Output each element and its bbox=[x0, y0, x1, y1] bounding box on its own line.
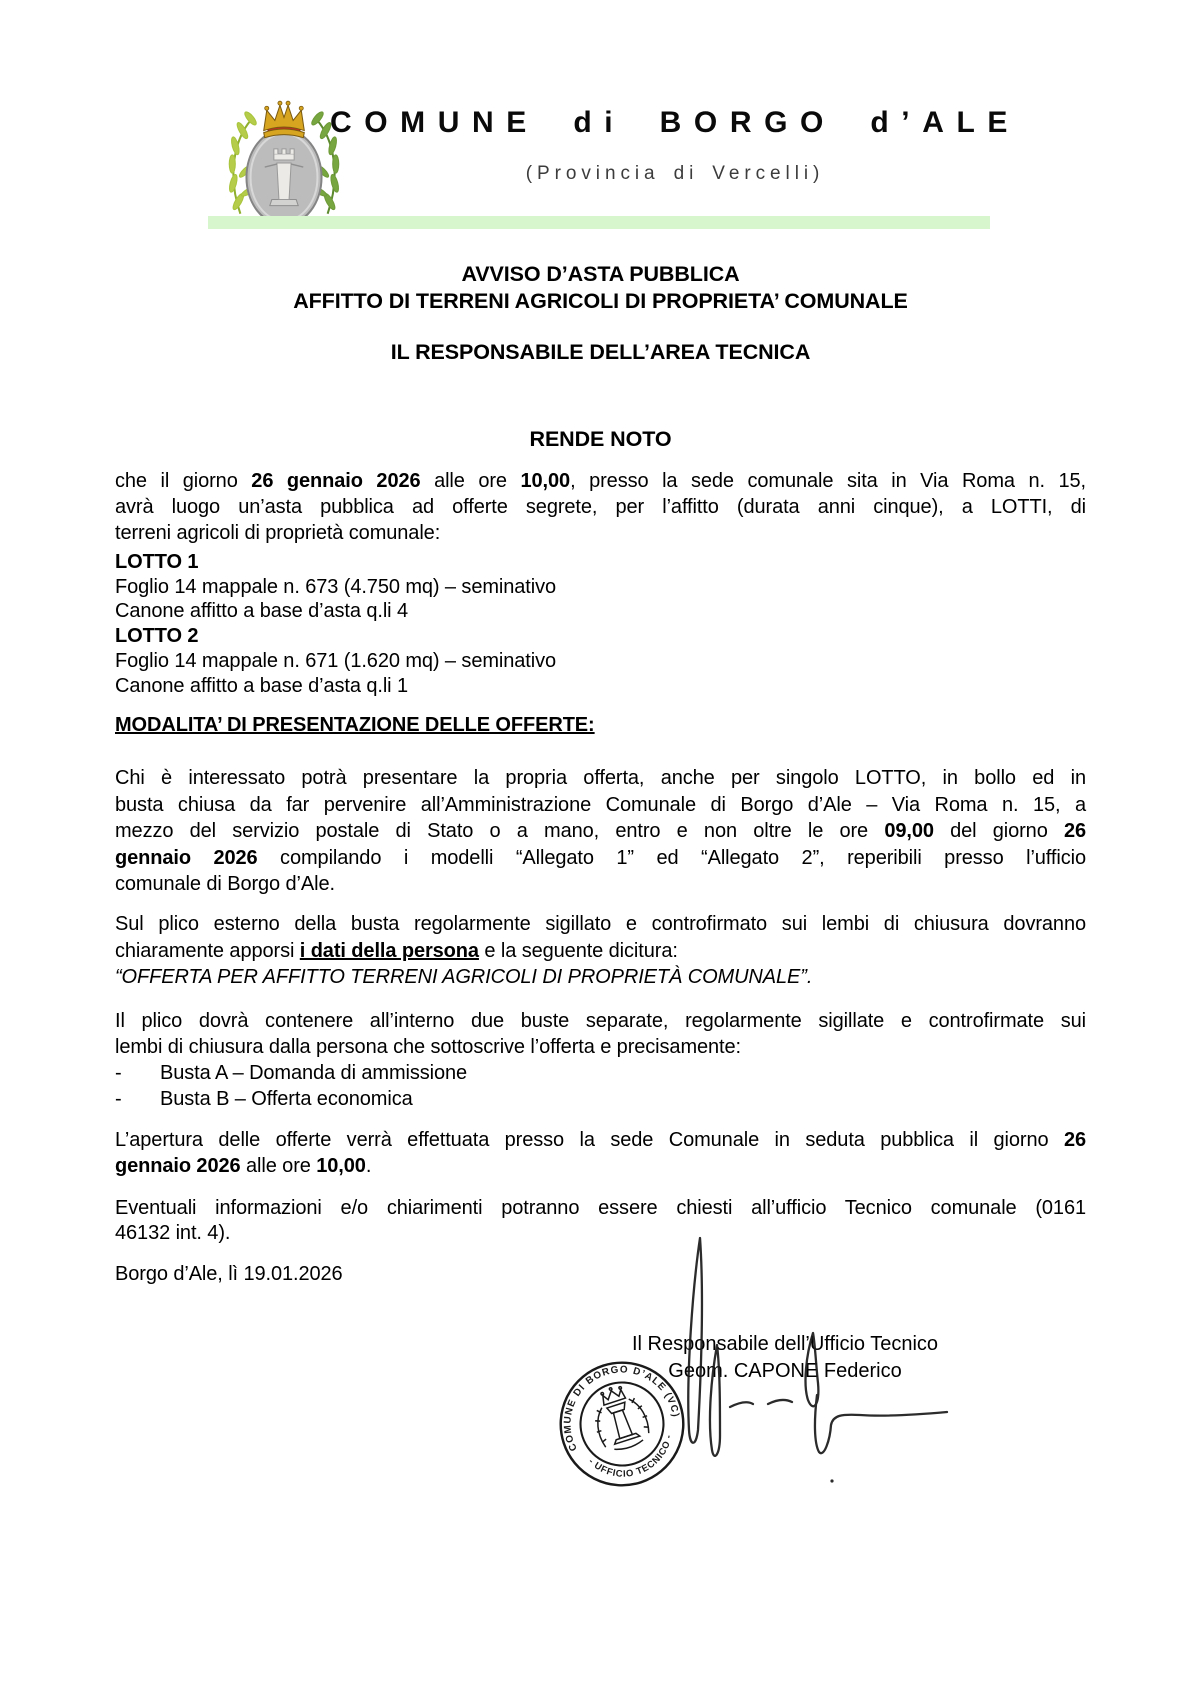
bullet-item-busta-a bbox=[115, 1060, 1086, 1086]
offerta-paragraph bbox=[115, 765, 1086, 898]
notice-heading-1: AVVISO D’ASTA PUBBLICA bbox=[461, 262, 740, 286]
bullet-item-busta-b bbox=[115, 1086, 1086, 1112]
stamp-ring-bottom-text: - UFFICIO TECNICO - bbox=[586, 1433, 674, 1479]
signatory-role: Il Responsabile dell’Ufficio Tecnico bbox=[631, 1333, 939, 1355]
text-line: Sul plico esterno della busta regolarmente sigillato e controfirmato sui lembi di chiusura dovranno bbox=[115, 913, 1086, 935]
bullet-dash: - bbox=[115, 1062, 122, 1084]
signatory-name: Geom. CAPONE Federico bbox=[668, 1360, 902, 1382]
text-line: chiaramente apporsi i dati della persona e la seguente dicitura: bbox=[115, 939, 678, 962]
bullet-dash: - bbox=[115, 1088, 122, 1110]
text-line: gennaio 2026 compilando i modelli “Allegato 1” ed “Allegato 2”, reperibili presso l’ufficio bbox=[115, 846, 1086, 869]
text-line: terreni agricoli di proprietà comunale: bbox=[115, 522, 441, 544]
stamp-ring-top-text: COMUNE DI BORGO D’ALE (VC) bbox=[562, 1364, 681, 1453]
proclamation-heading: RENDE NOTO bbox=[529, 427, 672, 451]
text-line: che il giorno 26 gennaio 2026 alle ore 10,00, presso la sede comunale sita in Via Roma n. 15, bbox=[115, 470, 1086, 492]
text-line: LOTTO 2 bbox=[115, 625, 199, 648]
bullet-text: Busta A – Domanda di ammissione bbox=[160, 1062, 468, 1084]
province-subtitle: (Provincia di Vercelli) bbox=[525, 163, 825, 184]
text-line: L’apertura delle offerte verrà effettuata presso la sede Comunale in seduta pubblica il giorno 26 bbox=[115, 1129, 1086, 1151]
due-buste-paragraph bbox=[115, 1008, 1086, 1060]
text-line: Foglio 14 mappale n. 671 (1.620 mq) – seminativo bbox=[115, 649, 557, 672]
text-line: Eventuali informazioni e/o chiarimenti potranno essere chiesti all’ufficio Tecnico comunale (0161 bbox=[115, 1197, 1086, 1219]
text-line: gennaio 2026 alle ore 10,00. bbox=[115, 1154, 372, 1177]
notice-heading-2: AFFITTO DI TERRENI AGRICOLI DI PROPRIETA’ COMUNALE bbox=[293, 289, 908, 313]
text-line: LOTTO 1 bbox=[115, 551, 199, 573]
commune-name: COMUNE di BORGO d’ALE bbox=[329, 106, 1021, 139]
modalita-heading bbox=[115, 712, 1086, 738]
lots-list bbox=[115, 550, 1086, 698]
text-line: Chi è interessato potrà presentare la propria offerta, anche per singolo LOTTO, in bollo ed in bbox=[115, 767, 1086, 789]
text-line: avrà luogo un’asta pubblica ad offerte segrete, per l’affitto (durata anni cinque), a LOTTI, di bbox=[115, 496, 1086, 518]
text-line: lembi di chiusura dalla persona che sottoscrive l’offerta e precisamente: bbox=[115, 1036, 741, 1058]
modalita-heading-text: MODALITA’ DI PRESENTAZIONE DELLE OFFERTE: bbox=[115, 714, 595, 736]
text-line: Canone affitto a base d’asta q.li 1 bbox=[115, 674, 409, 697]
text-line: Canone affitto a base d’asta q.li 4 bbox=[115, 600, 409, 623]
text-line: 46132 int. 4). bbox=[115, 1222, 231, 1244]
text-line: comunale di Borgo d’Ale. bbox=[115, 873, 335, 896]
intro-paragraph bbox=[115, 468, 1086, 546]
text-line: Foglio 14 mappale n. 673 (4.750 mq) – seminativo bbox=[115, 575, 557, 598]
apertura-paragraph bbox=[115, 1128, 1086, 1179]
buste-bullet-list bbox=[115, 1060, 1086, 1112]
notice-heading-3: IL RESPONSABILE DELL’AREA TECNICA bbox=[390, 340, 811, 364]
text-line: “OFFERTA PER AFFITTO TERRENI AGRICOLI DI PROPRIETÀ COMUNALE”. bbox=[115, 966, 813, 988]
text-line: mezzo del servizio postale di Stato o a mano, entro e non oltre le ore 09,00 del giorno 26 bbox=[115, 820, 1087, 843]
header-divider-bar bbox=[208, 216, 990, 229]
bullet-text: Busta B – Offerta economica bbox=[160, 1088, 413, 1110]
text-line: busta chiusa da far pervenire all’Amministrazione Comunale di Borgo d’Ale – Via Roma n. 15, a bbox=[115, 793, 1086, 816]
plico-esterno-paragraph bbox=[115, 911, 1086, 991]
handwritten-signature-icon bbox=[620, 1225, 980, 1487]
text-line: Il plico dovrà contenere all’interno due buste separate, regolarmente sigillate e controfirmate sui bbox=[115, 1010, 1086, 1032]
dateline: Borgo d’Ale, lì 19.01.2026 bbox=[115, 1263, 343, 1285]
